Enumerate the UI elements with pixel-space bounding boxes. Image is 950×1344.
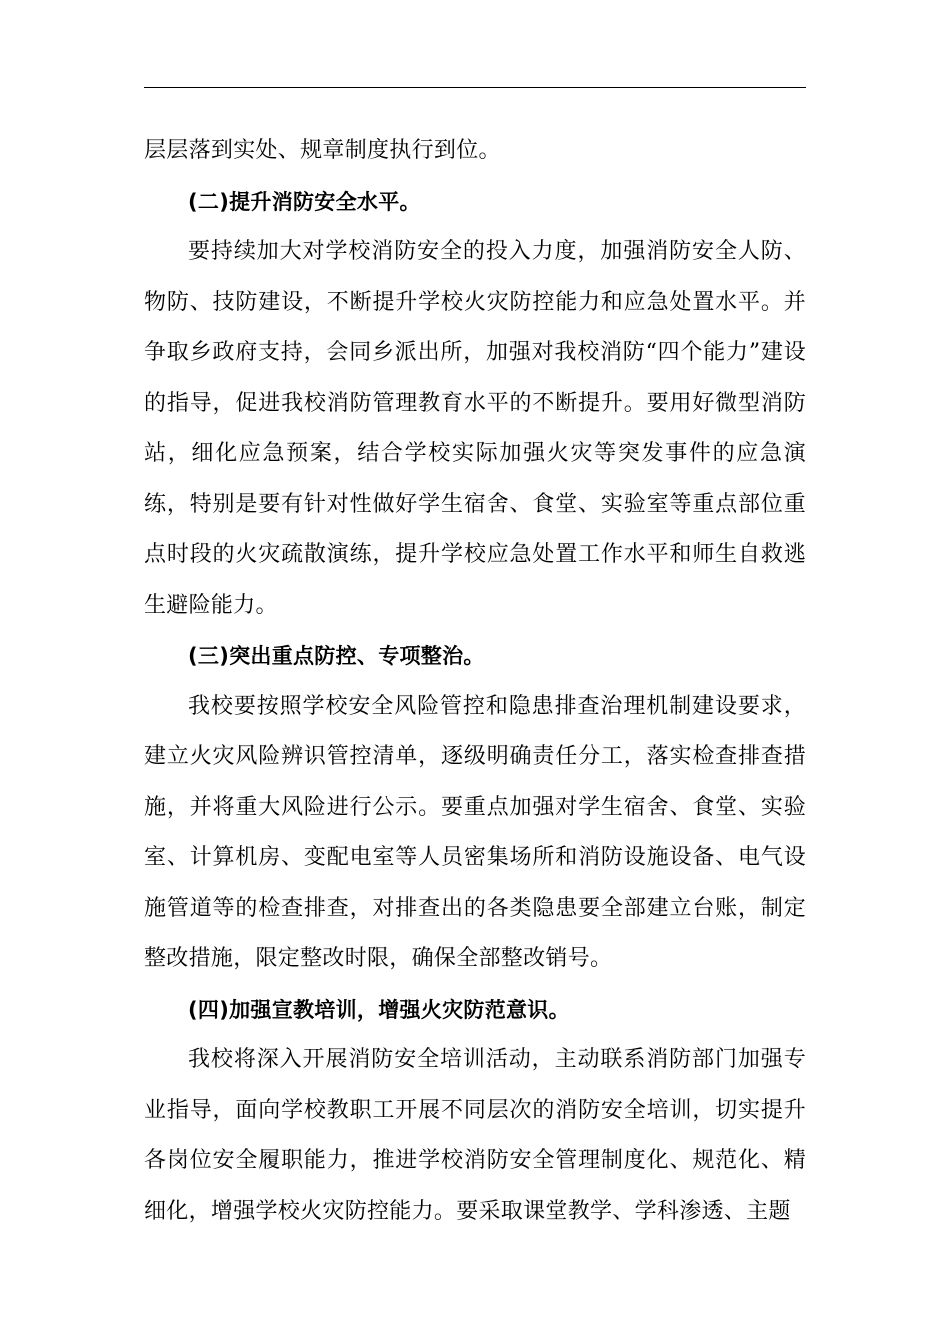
paragraph-fire-safety-level: 要持续加大对学校消防安全的投入力度，加强消防安全人防、物防、技防建设，不断提升学校火灾防控能力和应急处置水平。并争取乡政府支持，会同乡派出所，加强对我校消防“四个能力”建设的指导，促进我校消防管理教育水平的不断提升。要用好微型消防站，细化应急预案，结合学校实际加强火灾等突发事件的应急演练，特别是要有针对性做好学生宿舍、食堂、实验室等重点部位重点时段的火灾疏散演练，提升学校应急处置工作水平和师生自救逃生避险能力。 — [144, 239, 806, 618]
section-heading-4: (四)加强宣教培训，增强火灾防范意识。 — [188, 997, 570, 1022]
paragraph-continuation: 层层落到实处、规章制度执行到位。 — [144, 138, 501, 163]
header-rule — [144, 87, 806, 88]
section-heading-3: (三)突出重点防控、专项整治。 — [188, 644, 485, 668]
paragraph-training: 我校将深入开展消防安全培训活动，主动联系消防部门加强专业指导，面向学校教职工开展不同层次的消防安全培训，切实提升各岗位安全履职能力，推进学校消防安全管理制度化、规范化、精细化，增强学校火灾防控能力。要采取课堂教学、学科渗透、主题 — [144, 1047, 806, 1224]
document-body — [144, 126, 806, 1237]
paragraph-key-prevention: 我校要按照学校安全风险管控和隐患排查治理机制建设要求，建立火灾风险辨识管控清单，逐级明确责任分工，落实检查排查措施，并将重大风险进行公示。要重点加强对学生宿舍、食堂、实验室、计算机房、变配电室等人员密集场所和消防设施设备、电气设施管道等的检查排查，对排查出的各类隐患要全部建立台账，制定整改措施，限定整改时限，确保全部整改销号。 — [144, 693, 806, 971]
section-heading-2: (二)提升消防安全水平。 — [188, 189, 421, 214]
